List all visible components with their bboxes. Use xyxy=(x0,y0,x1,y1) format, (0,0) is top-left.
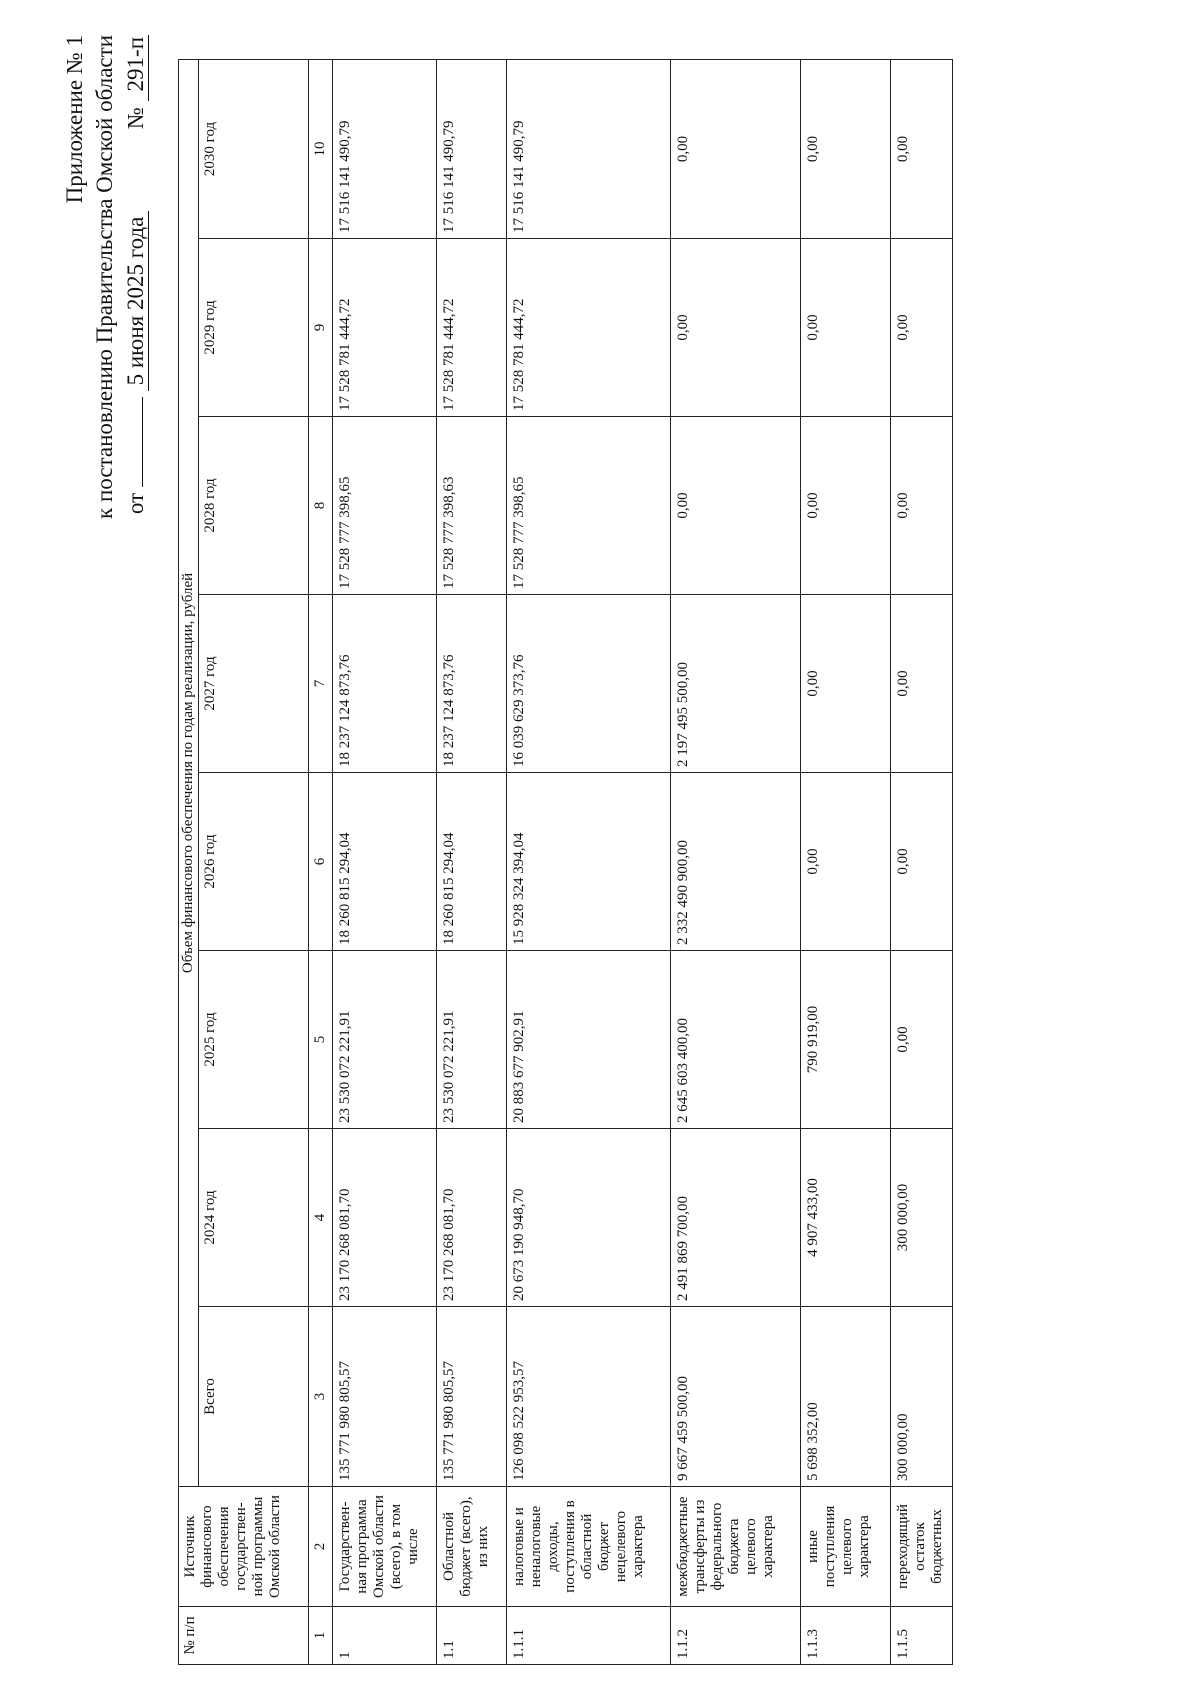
row-num: 1 xyxy=(333,1607,437,1665)
cell-value: 0,00 xyxy=(891,951,953,1129)
cell-value: 135 771 980 805,57 xyxy=(437,1307,507,1487)
cell-value: 18 260 815 294,04 xyxy=(437,773,507,951)
col-number: 6 xyxy=(309,773,333,951)
cell-value: 126 098 522 953,57 xyxy=(507,1307,671,1487)
date-number-line xyxy=(120,35,151,675)
date-blank-line xyxy=(120,397,143,487)
appendix-title: Приложение № 1 xyxy=(62,35,87,204)
cell-value: 2 491 869 700,00 xyxy=(671,1129,801,1307)
table-row xyxy=(671,59,801,1664)
rotated-page xyxy=(60,35,1160,1665)
row-num: 1.1.3 xyxy=(801,1607,891,1665)
col-number: 2 xyxy=(309,1487,333,1607)
col-number: 9 xyxy=(309,239,333,417)
cell-value: 18 237 124 873,76 xyxy=(437,595,507,773)
cell-value: 0,00 xyxy=(891,417,953,595)
col-number: 4 xyxy=(309,1129,333,1307)
cell-value: 17 528 777 398,65 xyxy=(333,417,437,595)
row-num: 1.1.5 xyxy=(891,1607,953,1665)
cell-value: 0,00 xyxy=(671,417,801,595)
cell-value: 18 237 124 873,76 xyxy=(333,595,437,773)
col-header-2027: 2027 год xyxy=(199,595,309,773)
cell-value: 17 516 141 490,79 xyxy=(333,59,437,238)
number-label: № xyxy=(123,107,148,130)
cell-value: 15 928 324 394,04 xyxy=(507,773,671,951)
cell-value: 0,00 xyxy=(801,59,891,238)
cell-value: 18 260 815 294,04 xyxy=(333,773,437,951)
row-num: 1.1.2 xyxy=(671,1607,801,1665)
row-source: Государствен-ная программа Омской области (всего), в том числе xyxy=(333,1487,437,1607)
cell-value: 2 197 495 500,00 xyxy=(671,595,801,773)
cell-value: 2 645 603 400,00 xyxy=(671,951,801,1129)
cell-value: 5 698 352,00 xyxy=(801,1307,891,1487)
cell-value: 17 516 141 490,79 xyxy=(437,59,507,238)
table-row xyxy=(333,59,437,1664)
column-number-row xyxy=(309,59,333,1664)
row-source: межбюджетные трансферты из федерального бюджета целевого характера xyxy=(671,1487,801,1607)
row-source: налоговые и неналоговые доходы, поступления в областной бюджет нецелевого характера xyxy=(507,1487,671,1607)
cell-value: 0,00 xyxy=(891,59,953,238)
group-header-volume: Объем финансового обеспечения по годам реализации, рублей xyxy=(179,59,199,1486)
table-row xyxy=(891,59,953,1664)
cell-value: 17 528 777 398,65 xyxy=(507,417,671,595)
cell-value: 23 530 072 221,91 xyxy=(437,951,507,1129)
cell-value: 0,00 xyxy=(671,59,801,238)
cell-value: 0,00 xyxy=(891,239,953,417)
cell-value: 0,00 xyxy=(891,773,953,951)
table-row xyxy=(801,59,891,1664)
cell-value: 0,00 xyxy=(801,595,891,773)
col-number: 10 xyxy=(309,59,333,238)
row-source: иные поступления целевого характера xyxy=(801,1487,891,1607)
cell-value: 17 528 781 444,72 xyxy=(507,239,671,417)
cell-value: 16 039 629 373,76 xyxy=(507,595,671,773)
financing-table xyxy=(178,59,953,1665)
cell-value: 17 528 777 398,63 xyxy=(437,417,507,595)
cell-value: 0,00 xyxy=(801,773,891,951)
cell-value: 0,00 xyxy=(801,417,891,595)
cell-value: 9 667 459 500,00 xyxy=(671,1307,801,1487)
col-header-2030: 2030 год xyxy=(199,59,309,238)
col-header-2028: 2028 год xyxy=(199,417,309,595)
col-number: 3 xyxy=(309,1307,333,1487)
cell-value: 17 528 781 444,72 xyxy=(437,239,507,417)
cell-value: 0,00 xyxy=(801,239,891,417)
resolution-date: 5 июня 2025 года xyxy=(123,211,149,392)
table-row xyxy=(437,59,507,1664)
col-header-2029: 2029 год xyxy=(199,239,309,417)
col-header-2026: 2026 год xyxy=(199,773,309,951)
cell-value: 2 332 490 900,00 xyxy=(671,773,801,951)
col-header-source: Источник финансового обеспечения государствен-ной программы Омской области xyxy=(179,1487,309,1607)
row-source: Областной бюджет (всего), из них xyxy=(437,1487,507,1607)
cell-value: 17 528 781 444,72 xyxy=(333,239,437,417)
cell-value: 0,00 xyxy=(891,595,953,773)
cell-value: 790 919,00 xyxy=(801,951,891,1129)
cell-value: 4 907 433,00 xyxy=(801,1129,891,1307)
cell-value: 0,00 xyxy=(671,239,801,417)
cell-value: 20 883 677 902,91 xyxy=(507,951,671,1129)
row-num: 1.1 xyxy=(437,1607,507,1665)
cell-value: 300 000,00 xyxy=(891,1129,953,1307)
cell-value: 135 771 980 805,57 xyxy=(333,1307,437,1487)
row-num: 1.1.1 xyxy=(507,1607,671,1665)
col-number: 5 xyxy=(309,951,333,1129)
cell-value: 23 530 072 221,91 xyxy=(333,951,437,1129)
col-header-num: № п/п xyxy=(179,1607,309,1665)
resolution-reference: к постановлению Правительства Омской области xyxy=(92,35,117,519)
cell-value: 20 673 190 948,70 xyxy=(507,1129,671,1307)
col-header-total: Всего xyxy=(199,1307,309,1487)
col-number: 7 xyxy=(309,595,333,773)
cell-value: 300 000,00 xyxy=(891,1307,953,1487)
cell-value: 23 170 268 081,70 xyxy=(333,1129,437,1307)
table-row xyxy=(507,59,671,1664)
col-header-2024: 2024 год xyxy=(199,1129,309,1307)
row-source: переходящий остаток бюджетных xyxy=(891,1487,953,1607)
col-number: 8 xyxy=(309,417,333,595)
resolution-number: 291-п xyxy=(123,35,149,101)
cell-value: 23 170 268 081,70 xyxy=(437,1129,507,1307)
document-header xyxy=(60,35,151,675)
cell-value: 17 516 141 490,79 xyxy=(507,59,671,238)
col-header-2025: 2025 год xyxy=(199,951,309,1129)
col-number: 1 xyxy=(309,1607,333,1665)
from-label: от xyxy=(123,492,148,515)
